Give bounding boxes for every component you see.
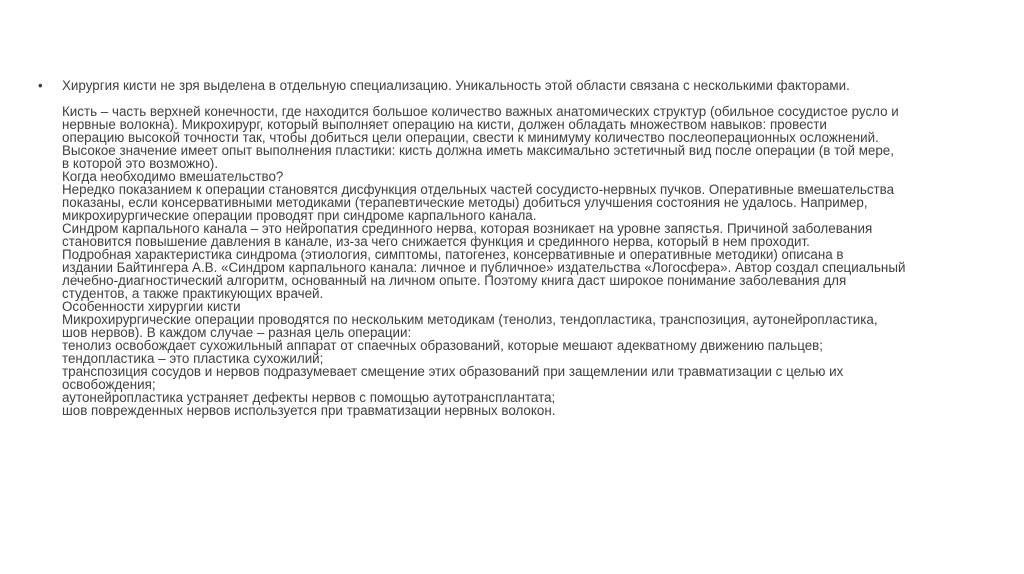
text-line: Кисть – часть верхней конечности, где находится большое количество важных анатомических структур (обильное сосудистое русло и [62,104,899,119]
bullet-marker: • [38,78,43,93]
text-line: Микрохирургические операции проводятся по нескольким методикам (тенолиз, тендопластика, транспозиция, аутонейропластика, [62,312,878,327]
text-line: студентов, а также практикующих врачей. [62,286,324,301]
text-line: шов нервов). В каждом случае – разная цель операции: [62,325,412,340]
text-line: Подробная характеристика синдрома (этиология, симптомы, патогенез, консервативные и оперативные методики) описана в [62,247,844,262]
text-line: операцию высокой точности так, чтобы добиться цели операции, свести к минимуму количество послеоперационных осложнений. [62,130,879,145]
text-line: показаны, если консервативными методиками (терапевтические методы) добиться улучшения состояния не удалось. Например, [62,195,868,210]
text-line: Когда необходимо вмешательство? [62,169,284,184]
text-line: микрохирургические операции проводят при синдроме карпального канала. [62,208,537,223]
text-line: в которой это возможно). [62,156,219,171]
text-line: нервные волокна). Микрохирург, который выполняет операцию на кисти, должен обладать множеством навыков: провести [62,117,827,132]
text-line: шов поврежденных нервов используется при травматизации нервных волокон. [62,403,556,418]
slide-text [62,79,988,417]
text-line: издании Байтингера А.В. «Синдром карпального канала: личное и публичное» издательства «Логосфера». Автор создал специальный [62,260,906,275]
text-line: Хирургия кисти не зря выделена в отдельную специализацию. Уникальность этой области связана с несколькими факторами. [62,78,850,93]
text-line: аутонейропластика устраняет дефекты нервов с помощью аутотрансплантата; [62,390,556,405]
text-line: Синдром карпального канала – это нейропатия срединного нерва, которая возникает на уровне запястья. Причиной заболевания [62,221,873,236]
text-line: тенолиз освобождает сухожильный аппарат от спаечных образований, которые мешают адекватному движению пальцев; [62,338,824,353]
text-line: транспозиция сосудов и нервов подразумевает смещение этих образований при защемлении или травматизации с целью их [62,364,844,379]
text-line: Особенности хирургии кисти [62,299,241,314]
text-line: освобождения; [62,377,156,392]
text-line: лечебно-диагностический алгоритм, основанный на личном опыте. Поэтому книга даст широкое понимание заболевания для [62,273,847,288]
text-line: становится повышение давления в канале, из-за чего снижается функция и срединного нерва, который в нем проходит. [62,234,810,249]
text-line: тендопластика – это пластика сухожилий; [62,351,324,366]
text-line: Нередко показанием к операции становятся дисфункция отдельных частей сосудисто-нервных пучков. Оперативные вмешательства [62,182,895,197]
text-line: Высокое значение имеет опыт выполнения пластики: кисть должна иметь максимально эстетичный вид после операции (в той мере, [62,143,894,158]
